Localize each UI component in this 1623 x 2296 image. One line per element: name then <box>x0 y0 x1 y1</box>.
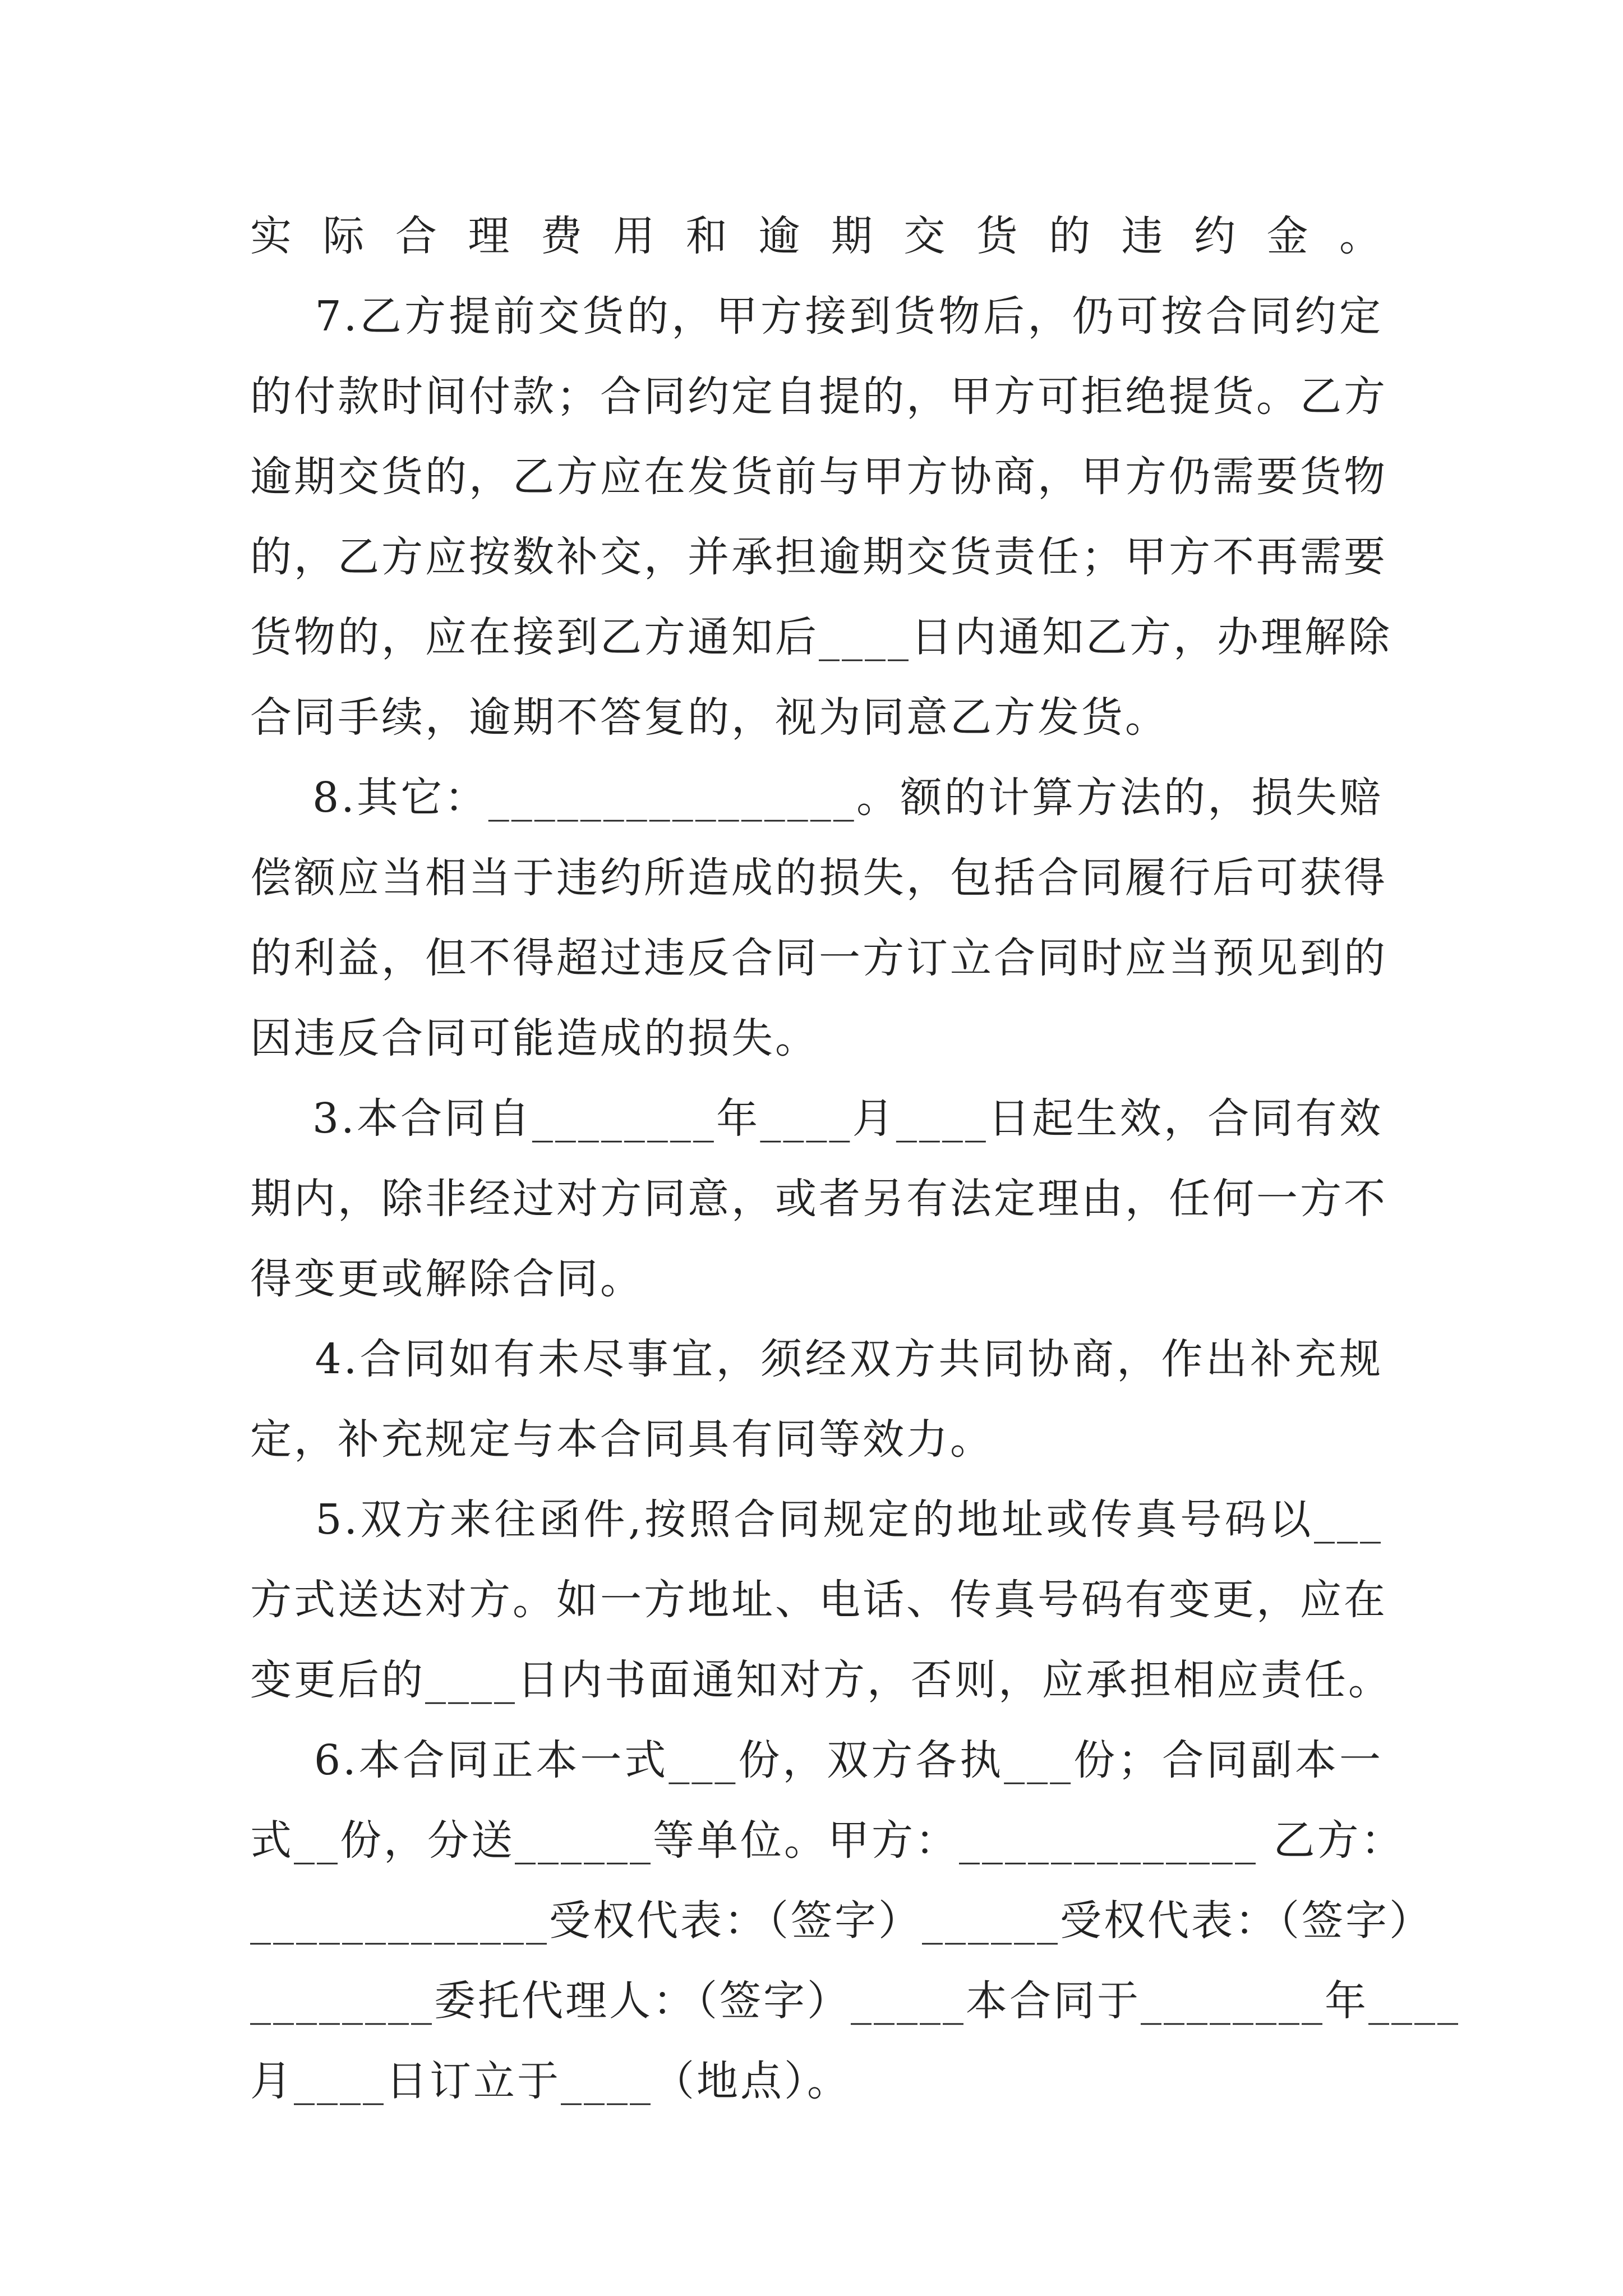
text-line: 期内，除非经过对方同意，或者另有法定理由，任何一方不 <box>250 1175 1387 1223</box>
text-line: 方式送达对方。如一方地址、电话、传真号码有变更，应在 <box>250 1576 1387 1624</box>
text-line: 5.双方来往函件,按照合同规定的地址或传真号码以___ <box>250 1496 1383 1544</box>
text-line: 因违反合同可能造成的损失。 <box>250 1014 819 1062</box>
text-line: 4.合同如有未尽事宜，须经双方共同协商，作出补充规 <box>250 1335 1383 1383</box>
text-line: 实际合理费用和逾期交货的违约金。 <box>250 212 1383 260</box>
text-line: 的利益，但不得超过违反合同一方订立合同时应当预见到的 <box>250 934 1387 982</box>
text-line: _____________受权代表：（签字）______受权代表：（签字） <box>250 1897 1433 1945</box>
text-line: 得变更或解除合同。 <box>250 1255 644 1303</box>
text-line: 合同手续，逾期不答复的，视为同意乙方发货。 <box>250 693 1169 742</box>
text-line: 偿额应当相当于违约所造成的损失，包括合同履行后可获得 <box>250 854 1387 902</box>
contract-body <box>250 196 1460 2122</box>
text-line: 8.其它：________________。额的计算方法的，损失赔 <box>250 774 1383 822</box>
text-line: 变更后的____日内书面通知对方，否则，应承担相应责任。 <box>250 1656 1392 1704</box>
text-line: 6.本合同正本一式___份，双方各执___份；合同副本一 <box>250 1736 1383 1784</box>
text-line: 7.乙方提前交货的，甲方接到货物后，仍可按合同约定 <box>250 292 1383 341</box>
text-line: 的，乙方应按数补交，并承担逾期交货责任；甲方不再需要 <box>250 533 1387 581</box>
text-line: 逾期交货的，乙方应在发货前与甲方协商，甲方仍需要货物 <box>250 453 1387 501</box>
text-line: 3.本合同自________年____月____日起生效，合同有效 <box>250 1094 1383 1143</box>
text-line: 的付款时间付款；合同约定自提的，甲方可拒绝提货。乙方 <box>250 372 1387 421</box>
text-line: 式__份，分送______等单位。甲方：_____________ 乙方： <box>250 1816 1405 1865</box>
text-line: ________委托代理人：（签字）_____本合同于________年____ <box>250 1977 1460 2025</box>
text-line: 货物的，应在接到乙方通知后____日内通知乙方，办理解除 <box>250 613 1392 661</box>
text-line: 月____日订立于____（地点）。 <box>250 2057 851 2105</box>
text-line: 定，补充规定与本合同具有同等效力。 <box>250 1415 994 1464</box>
